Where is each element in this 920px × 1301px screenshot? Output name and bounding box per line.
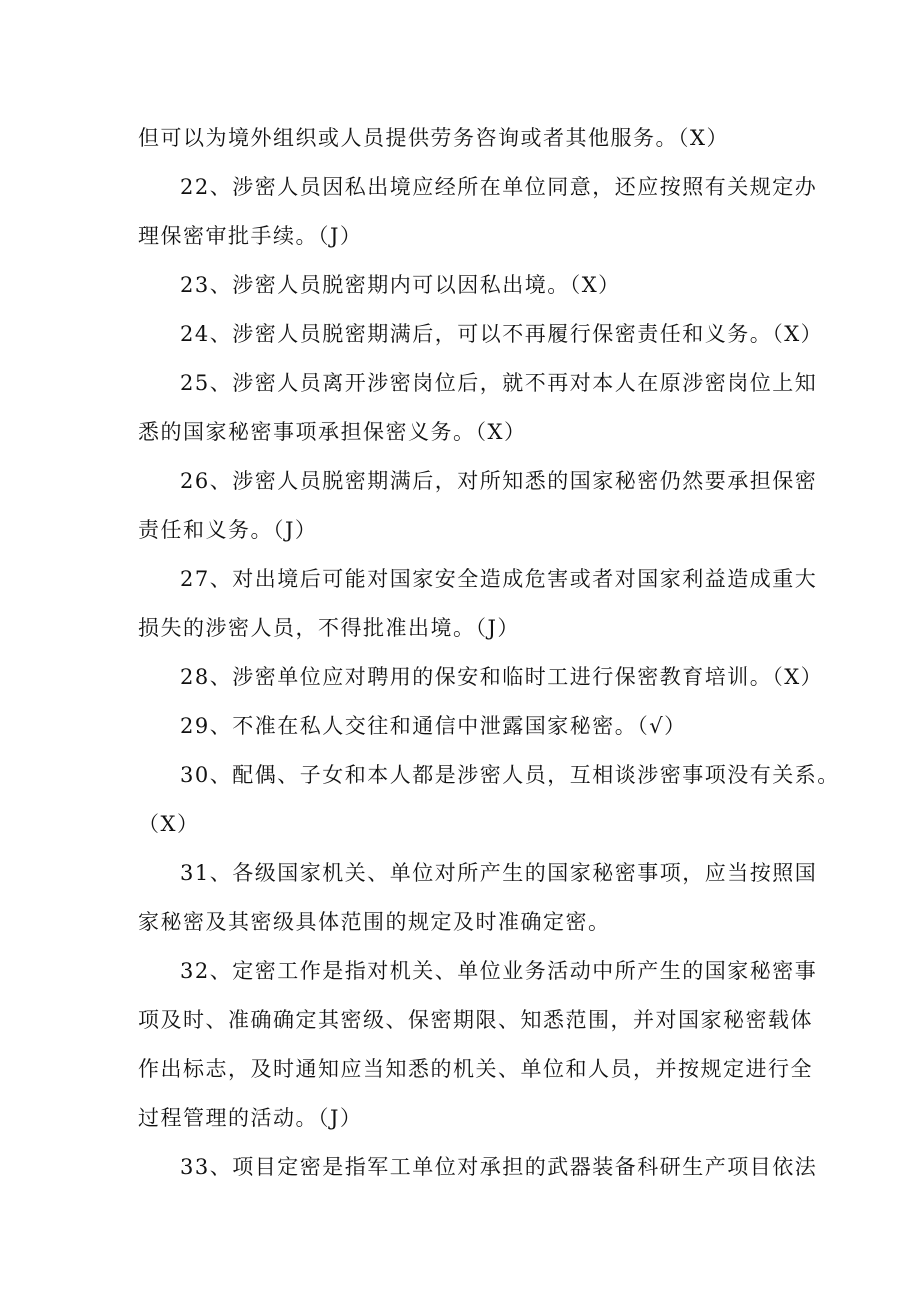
text-line: 过程管理的活动。（J）	[138, 1106, 363, 1130]
text-line: 30、配偶、子女和本人都是涉密人员，互相谈涉密事项没有关系。	[180, 763, 840, 787]
text-line: 悉的国家秘密事项承担保密义务。（X）	[138, 420, 527, 444]
text-line: 33、项目定密是指军工单位对承担的武器装备科研生产项目依法	[180, 1155, 818, 1179]
text-line: 32、定密工作是指对机关、单位业务活动中所产生的国家秘密事	[180, 959, 818, 983]
text-line: 23、涉密人员脱密期内可以因私出境。（X）	[180, 273, 621, 297]
text-line: 责任和义务。（J）	[138, 518, 318, 542]
document-page	[138, 114, 840, 1192]
text-line: 理保密审批手续。（J）	[138, 224, 363, 248]
text-line: 但可以为境外组织或人员提供劳务咨询或者其他服务。（X）	[138, 126, 729, 150]
text-line: 25、涉密人员离开涉密岗位后，就不再对本人在原涉密岗位上知	[180, 371, 818, 395]
text-line: 家秘密及其密级具体范围的规定及时准确定密。	[138, 910, 611, 934]
text-line: （X）	[138, 812, 200, 836]
text-line: 27、对出境后可能对国家安全造成危害或者对国家利益造成重大	[180, 567, 818, 591]
text-line: 损失的涉密人员，不得批准出境。（J）	[138, 616, 520, 640]
text-line: 作出标志，及时通知应当知悉的机关、单位和人员，并按规定进行全	[138, 1057, 813, 1081]
text-line: 项及时、准确确定其密级、保密期限、知悉范围，并对国家秘密载体	[138, 1008, 813, 1032]
text-line: 28、涉密单位应对聘用的保安和临时工进行保密教育培训。（X）	[180, 665, 824, 689]
text-line: 26、涉密人员脱密期满后，对所知悉的国家秘密仍然要承担保密	[180, 469, 818, 493]
text-line: 29、不准在私人交往和通信中泄露国家秘密。（√）	[180, 714, 687, 738]
text-line: 24、涉密人员脱密期满后，可以不再履行保密责任和义务。（X）	[180, 322, 824, 346]
text-line: 22、涉密人员因私出境应经所在单位同意，还应按照有关规定办	[180, 175, 818, 199]
text-line: 31、各级国家机关、单位对所产生的国家秘密事项，应当按照国	[180, 861, 818, 885]
